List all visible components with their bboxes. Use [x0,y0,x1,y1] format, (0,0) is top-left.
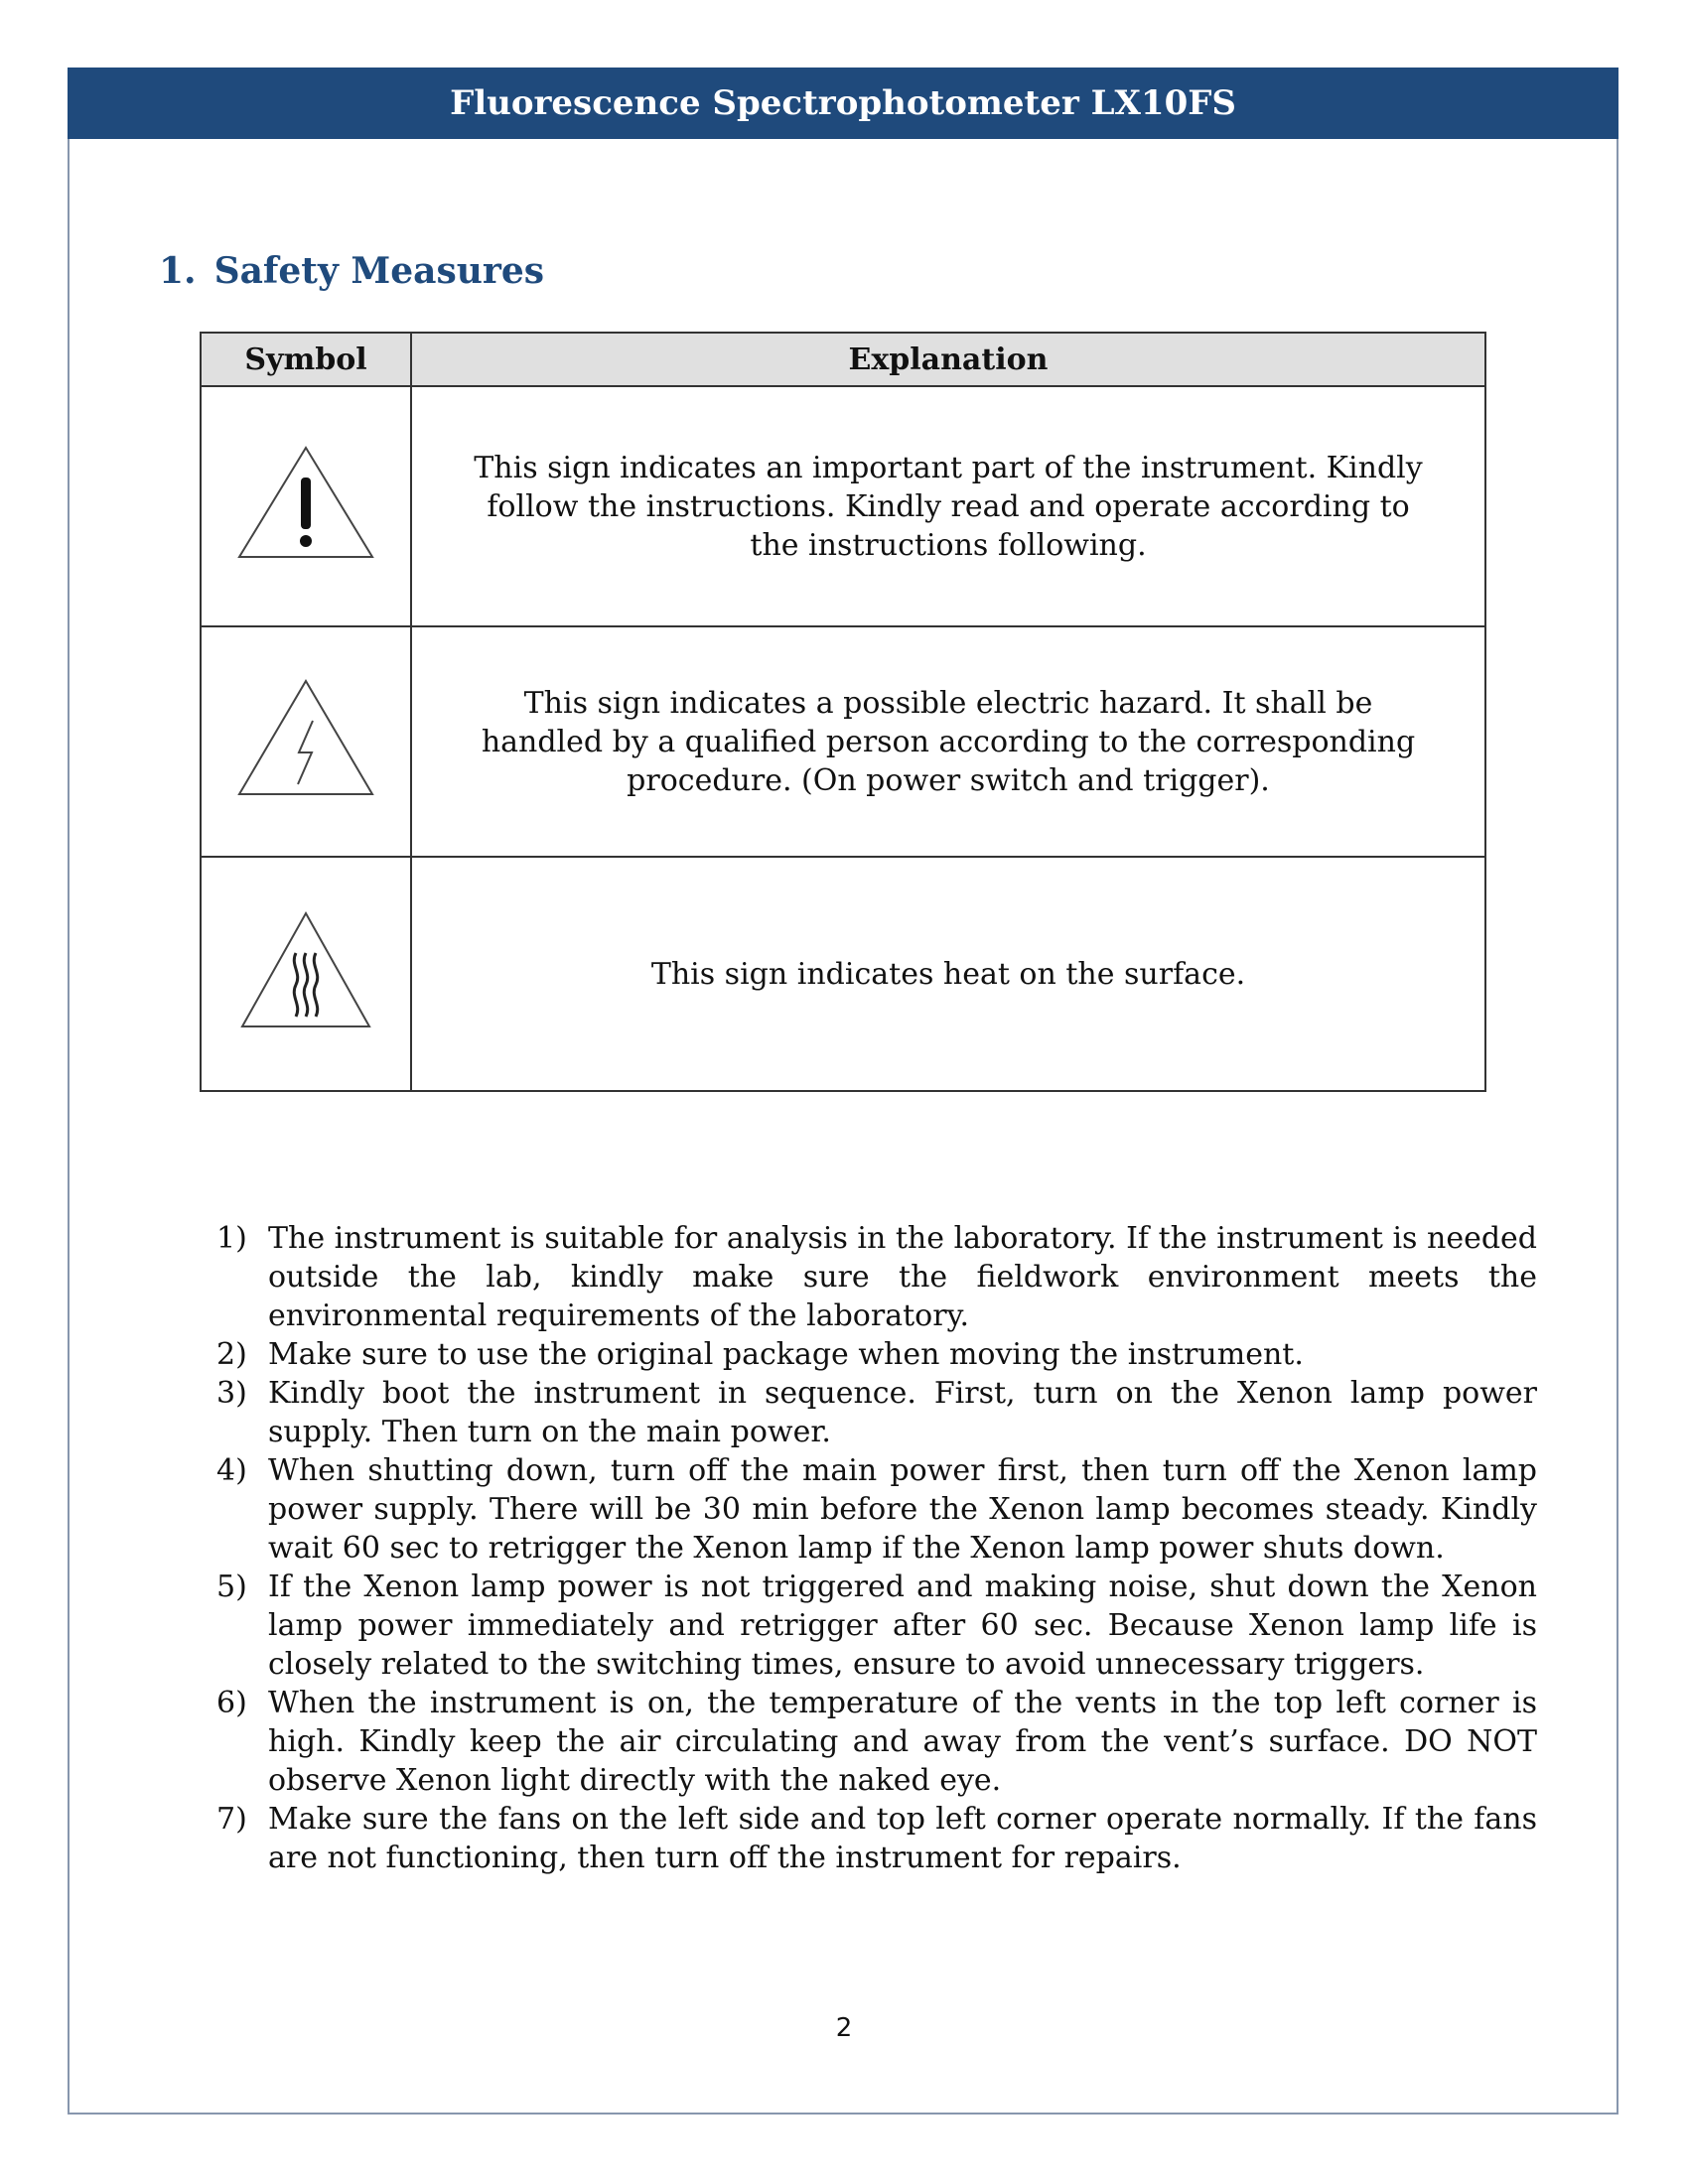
list-item-number: 6) [216,1686,247,1720]
list-item-text: Make sure the fans on the left side and top left corner operate normally. If the fans are not functioning, then turn off the instrument for repairs. [268,1802,1537,1875]
list-item-text: If the Xenon lamp power is not triggered and making noise, shut down the Xenon lamp power immediately and retrigger after 60 sec. Because Xenon lamp life is closely related to the switching times, ensure to avoid unnecessary triggers. [268,1570,1537,1682]
explanation-cell: This sign indicates a possible electric hazard. It shall be handled by a qualified person according to the corresponding procedure. (On power switch and trigger). [411,626,1485,857]
list-item-number: 7) [216,1802,247,1837]
list-item [216,1374,1537,1451]
table-row [201,857,1485,1091]
list-item-text: The instrument is suitable for analysis in the laboratory. If the instrument is needed outside the lab, kindly make sure the fieldwork environment meets the environmental requirements of the laboratory. [268,1221,1537,1333]
list-item-number: 5) [216,1570,247,1604]
section-number: 1. [159,250,197,292]
list-item-text: Make sure to use the original package when moving the instrument. [268,1337,1304,1372]
list-item-text: When the instrument is on, the temperature of the vents in the top left corner is high. Kindly keep the air circulating and away from the vent’s surface. DO NOT observe Xenon light directly with the naked eye. [268,1686,1537,1798]
list-item-number: 3) [216,1376,247,1411]
safety-rules-list [216,1219,1537,1877]
explanation-cell: This sign indicates heat on the surface. [411,857,1485,1091]
list-item [216,1684,1537,1800]
symbol-cell [201,386,411,626]
column-header-symbol: Symbol [201,333,411,386]
safety-symbols-table [200,332,1486,1092]
table-row [201,386,1485,626]
list-item-number: 2) [216,1337,247,1372]
document-title: Fluorescence Spectrophotometer LX10FS [450,83,1236,123]
list-item-text: Kindly boot the instrument in sequence. First, turn on the Xenon lamp power supply. Then turn on the main power. [268,1376,1537,1449]
list-item [216,1335,1537,1374]
hot-surface-icon [238,909,373,1030]
list-item [216,1800,1537,1877]
symbol-cell [201,626,411,857]
symbol-cell [201,857,411,1091]
list-item-number: 4) [216,1453,247,1488]
list-item [216,1451,1537,1568]
warning-exclamation-icon [235,444,376,561]
electric-hazard-icon [235,677,376,798]
section-title: Safety Measures [213,250,545,292]
list-item-text: When shutting down, turn off the main power first, then turn off the Xenon lamp power supply. There will be 30 min before the Xenon lamp becomes steady. Kindly wait 60 sec to retrigger the Xenon lamp if the Xenon lamp power shuts down. [268,1453,1537,1566]
column-header-explanation: Explanation [411,333,1485,386]
list-item [216,1219,1537,1335]
explanation-cell: This sign indicates an important part of the instrument. Kindly follow the instructions. Kindly read and operate according to the instructions following. [411,386,1485,626]
page-number: 2 [835,2013,853,2043]
document-header [68,68,1618,139]
list-item-number: 1) [216,1221,247,1256]
table-row [201,626,1485,857]
table-header-row [201,333,1485,386]
section-heading [159,250,544,292]
list-item [216,1568,1537,1684]
